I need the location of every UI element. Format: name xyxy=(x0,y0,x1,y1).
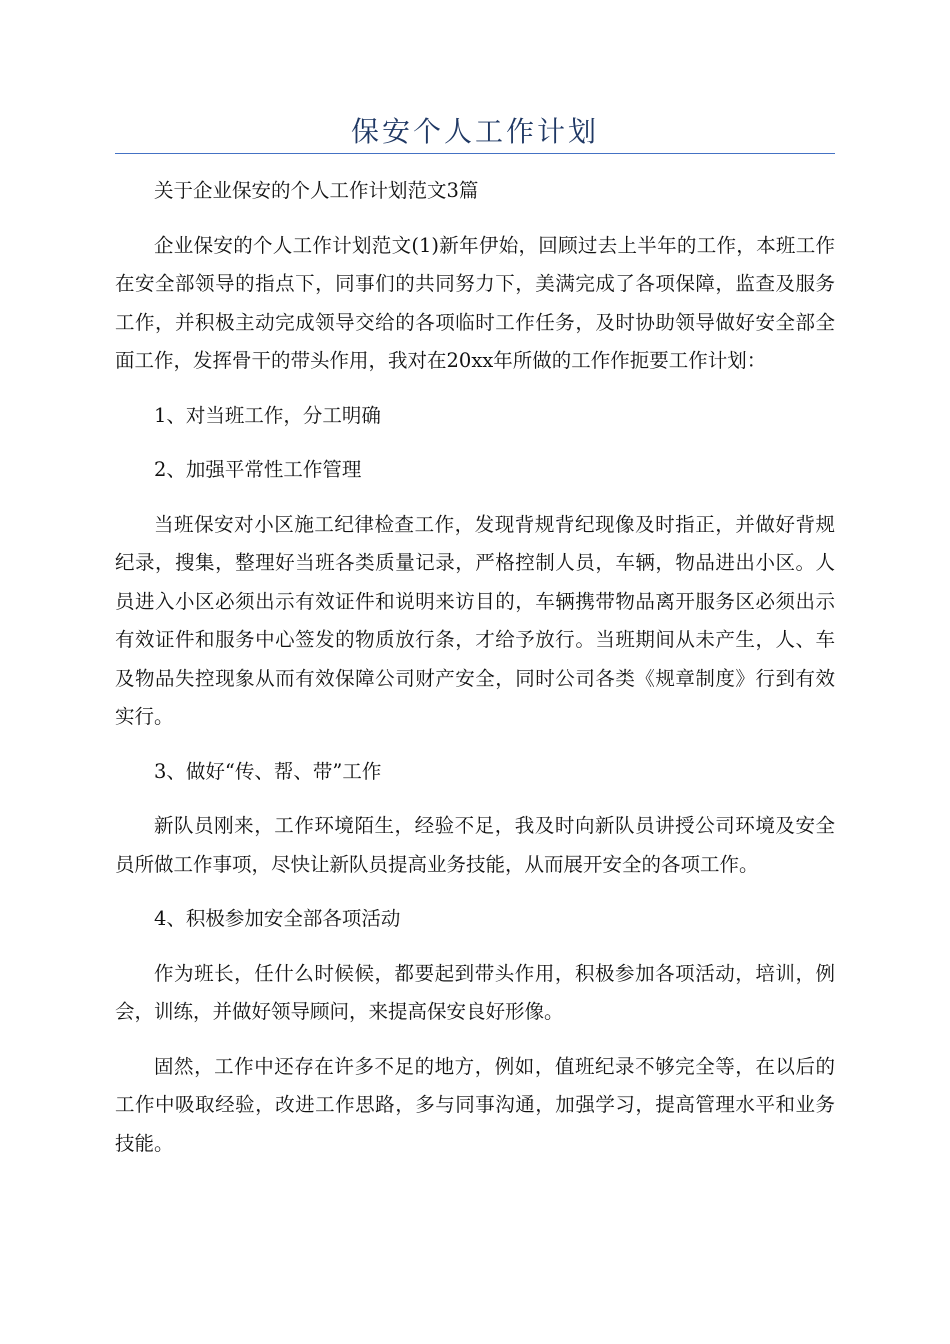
body-paragraph: 当班保安对小区施工纪律检查工作，发现背规背纪现像及时指正，并做好背规纪录，搜集，整理好当班各类质量记录，严格控制人员，车辆，物品进出小区。人员进入小区必须出示有效证件和说明来访目的，车辆携带物品离开服务区必须出示有效证件和服务中心签发的物质放行条，才给予放行。当班期间从未产生，人、车及物品失控现象从而有效保障公司财产安全，同时公司各类《规章制度》行到有效实行。 xyxy=(115,512,835,728)
document-title: 保安个人工作计划 xyxy=(350,115,599,148)
section-heading-3: 3、做好“传、帮、带”工作 xyxy=(154,759,382,783)
intro-paragraph: 企业保安的个人工作计划范文(1)新年伊始，回顾过去上半年的工作，本班工作在安全部领导的指点下，同事们的共同努力下，美满完成了各项保障，监查及服务工作，并积极主动完成领导交给的各项临时工作任务，及时协助领导做好安全部全面工作，发挥骨干的带头作用，我对在20xx年所做的工作作扼要工作计划： xyxy=(115,233,835,372)
section-heading-2: 2、加强平常性工作管理 xyxy=(154,458,362,481)
closing-paragraph: 固然，工作中还存在许多不足的地方，例如，值班纪录不够完全等，在以后的工作中吸取经验，改进工作思路，多与同事沟通，加强学习，提高管理水平和业务技能。 xyxy=(115,1054,835,1155)
body-paragraph: 作为班长，任什么时候候，都要起到带头作用，积极参加各项活动，培训，例会，训练，并做好领导顾问，来提高保安良好形像。 xyxy=(115,961,835,1023)
body-paragraph: 新队员刚来，工作环境陌生，经验不足，我及时向新队员讲授公司环境及安全员所做工作事项，尽快让新队员提高业务技能，从而展开安全的各项工作。 xyxy=(115,814,835,876)
title-underline xyxy=(115,153,835,154)
document-body xyxy=(115,172,835,1179)
section-heading-1: 1、对当班工作，分工明确 xyxy=(154,403,381,427)
section-heading-4: 4、积极参加安全部各项活动 xyxy=(154,907,401,930)
subtitle-paragraph: 关于企业保安的个人工作计划范文3篇 xyxy=(154,179,479,202)
